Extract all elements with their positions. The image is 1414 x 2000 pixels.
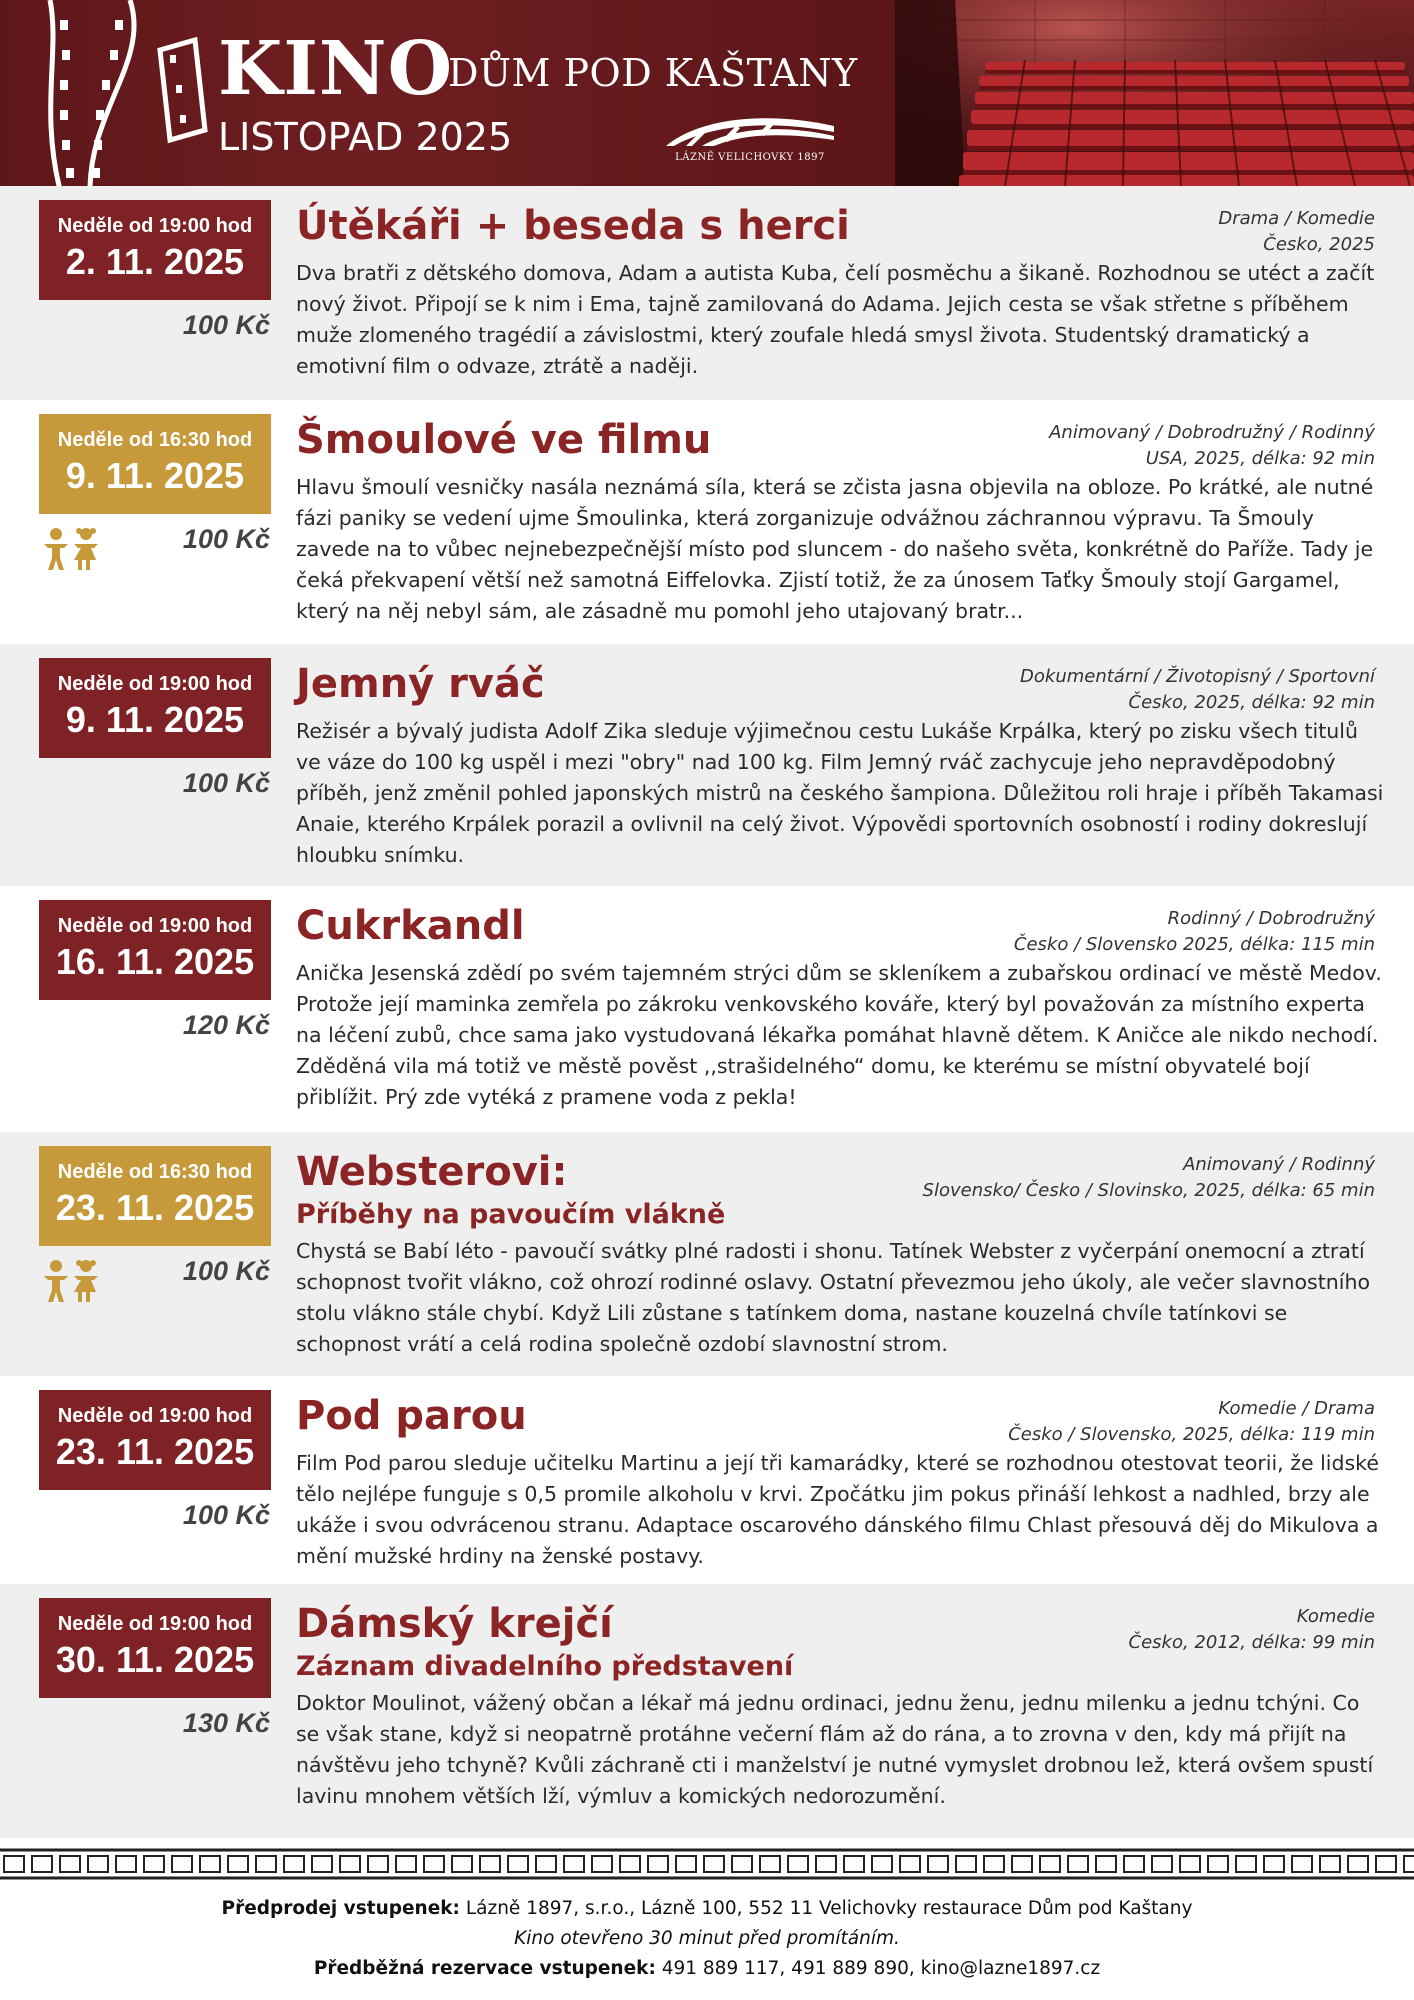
program-entry (0, 1132, 1414, 1376)
showtime: Neděle od 19:00 hod (57, 673, 253, 695)
date-box (39, 1598, 271, 1698)
ticket-price: 100 Kč (182, 1500, 270, 1530)
film-origin: Česko, 2012, délka: 99 min (1128, 1632, 1375, 1654)
film-title: Útěkáři + beseda s herci (296, 203, 850, 249)
date-box (39, 900, 271, 1000)
showtime: Neděle od 19:00 hod (57, 1613, 253, 1635)
presale-line (0, 1894, 1414, 1924)
reservation-line (0, 1954, 1414, 1984)
ticket-price: 100 Kč (182, 310, 270, 340)
film-genre: Drama / Komedie (1218, 208, 1375, 229)
kino-title: KINO (218, 26, 454, 112)
film-subtitle: Příběhy na pavoučím vlákně (296, 1199, 726, 1230)
ticket-price: 100 Kč (182, 1256, 270, 1286)
film-origin: Česko, 2025 (1263, 234, 1375, 256)
film-meta (1020, 664, 1375, 716)
show-date: 9. 11. 2025 (65, 455, 245, 496)
film-strip-divider (0, 1848, 1414, 1880)
film-meta (1049, 420, 1375, 472)
film-genre: Komedie (1296, 1606, 1375, 1627)
date-box (39, 1146, 271, 1246)
reservation-text: 491 889 117, 491 889 890, kino@lazne1897.cz (655, 1958, 1101, 1979)
show-date: 23. 11. 2025 (55, 1187, 255, 1228)
presale-label: Předprodej vstupenek: (221, 1898, 460, 1919)
presale-text: Lázně 1897, s.r.o., Lázně 100, 552 11 Velichovky restaurace Dům pod Kaštany (459, 1898, 1193, 1919)
program-entry (0, 186, 1414, 400)
cinema-hall-photo (895, 0, 1414, 186)
program-entry (0, 886, 1414, 1132)
film-title: Dámský krejčí (296, 1601, 613, 1647)
film-description: Doktor Moulinot, vážený občan a lékař má jednu ordinaci, jednu ženu, jednu milenku a jednu tchýni. Co se však stane, když si neopatrně protáhne večerní flám až do rána, a to zrovna v den, kdy má přijít na návštěvu jeho tchyně? Kvůli záchraně cti i manželství je nutné vymyslet drobnou lež, která ovšem spustí lavinu mnohem větších lží, výmluv a komických nedorozumění. (296, 1691, 1374, 1808)
film-description: Film Pod parou sleduje učitelku Martinu a její tři kamarádky, které se rozhodnou otestovat teorii, že lidské tělo nejlépe funguje s 0,5 promile alkoholu v krvi. Zpočátku jim pokus přináší lehkost a nadhled, brzy ale ukáže i svou odvrácenou stranu. Adaptace oscarového dánského filmu Chlast přesouvá děj do Mikulova a mění mužské hrdiny na ženské postavy. (296, 1451, 1379, 1568)
film-reel-icon (20, 0, 220, 186)
date-box (39, 1390, 271, 1490)
reservation-label: Předběžná rezervace vstupenek: (313, 1958, 656, 1979)
showtime: Neděle od 16:30 hod (57, 429, 253, 451)
opening-note: Kino otevřeno 30 minut před promítáním. (514, 1928, 900, 1949)
film-genre: Animovaný / Dobrodružný / Rodinný (1049, 422, 1375, 443)
film-description: Hlavu šmoulí vesničky nasála neznámá síla, která se zčista jasna objevila na obloze. Po krátké, ale nutné fázi paniky se vedení ujme Šmoulinka, která zorganizuje odvážnou záchrannou výpravu. Ta Šmouly zavede na to vůbec nejnebezpečnější místo pod sluncem - do našeho světa, konkrétně do Paříže. Tady je čeká překvapení větší než samotná Eiffelovka. Zjistí totiž, že za únosem Taťky Šmouly stojí Gargamel, který na něj nebyl sám, ale zásadně mu pomohl jeho utajovaný bratr... (296, 475, 1374, 623)
film-meta (1129, 1604, 1375, 1656)
date-box (39, 658, 271, 758)
date-box (39, 200, 271, 300)
ticket-price: 100 Kč (182, 524, 270, 554)
show-date: 2. 11. 2025 (65, 241, 245, 282)
film-origin: Česko / Slovensko 2025, délka: 115 min (1013, 934, 1375, 956)
kids-icon (38, 526, 106, 572)
showtime: Neděle od 19:00 hod (57, 915, 253, 937)
spa-logo-icon (662, 110, 838, 150)
ticket-price: 120 Kč (182, 1010, 270, 1040)
film-origin: Česko / Slovensko, 2025, délka: 119 min (1008, 1424, 1375, 1446)
show-date: 16. 11. 2025 (55, 941, 255, 982)
film-description: Chystá se Babí léto - pavoučí svátky plné radosti i shonu. Tatínek Webster z vyčerpání onemocní a ztratí schopnost tvořit vlákno, což ohrozí rodinné oslavy. Ostatní převezmou jeho úkoly, ale večer slavnostního stolu vlákno stále chybí. Když Lili zůstane s tatínkem doma, nastane kouzelná chvíle tatínkovi se schopnost vrátí a celá rodina společně ozdobí slavnostní strom. (296, 1239, 1370, 1356)
show-date: 23. 11. 2025 (55, 1431, 255, 1472)
showtime: Neděle od 19:00 hod (57, 215, 253, 237)
film-title: Pod parou (296, 1393, 527, 1439)
ticket-price: 100 Kč (182, 768, 270, 798)
film-origin: USA, 2025, délka: 92 min (1145, 448, 1375, 470)
film-title: Websterovi: (296, 1149, 568, 1195)
film-description: Dva bratři z dětského domova, Adam a autista Kuba, čelí posměchu a šikaně. Rozhodnou se utéct a začít nový život. Připojí se k nim i Ema, tajně zamilovaná do Adama. Jejich cesta se však střetne s příběhem muže zlomeného tragédií a závislostmi, který zoufale hledá smysl života. Studentský dramatický a emotivní film o odvaze, ztrátě a naději. (296, 261, 1375, 378)
program-entry (0, 644, 1414, 886)
page-header (0, 0, 1414, 186)
film-description: Režisér a bývalý judista Adolf Zika sleduje výjimečnou cestu Lukáše Krpálka, který po zisku všech titulů ve váze do 100 kg uspěl i mezi "obry" nad 100 kg. Film Jemný rváč zachycuje jeho nepravděpodobný příběh, jenž změnil pohled japonských mistrů na českého šampiona. Důležitou roli hraje i příběh Takamasi Anaie, kterého Krpálek porazil a ovlivnil na celý život. Výpovědi sportovních osobností i rodiny dokreslují hloubku snímku. (296, 719, 1384, 867)
film-title: Cukrkandl (296, 903, 525, 949)
kids-badge (38, 526, 106, 572)
spa-logo (662, 110, 838, 166)
showtime: Neděle od 16:30 hod (57, 1161, 253, 1183)
show-date: 9. 11. 2025 (65, 699, 245, 740)
program-entry (0, 1376, 1414, 1584)
program-entry (0, 400, 1414, 644)
film-description: Anička Jesenská zdědí po svém tajemném strýci dům se skleníkem a zubařskou ordinací ve městě Medov. Protože její maminka zemřela po zákroku venkovského kováře, který byl považován za místního experta na léčení zubů, chce sama jako vystudovaná lékařka pomáhat hlavně dětem. K Aničce ale nikdo nechodí. Zděděná vila má totiž ve městě pověst ,,strašidelného“ domu, ke kterému se místní obyvatelé bojí přiblížit. Prý zde vytéká z pramene voda z pekla! (296, 961, 1382, 1109)
film-genre: Rodinný / Dobrodružný (1167, 908, 1375, 929)
month-label: LISTOPAD 2025 (218, 115, 513, 159)
showtime: Neděle od 19:00 hod (57, 1405, 253, 1427)
date-box (39, 414, 271, 514)
film-meta (923, 1152, 1375, 1204)
film-genre: Animovaný / Rodinný (1183, 1154, 1375, 1175)
venue-name: DŮM POD KAŠTANY (448, 51, 858, 95)
show-date: 30. 11. 2025 (55, 1639, 255, 1680)
film-title: Šmoulové ve filmu (296, 417, 712, 463)
kids-badge (38, 1258, 106, 1304)
program-entry (0, 1584, 1414, 1838)
film-meta (1014, 906, 1375, 958)
film-origin: Česko, 2025, délka: 92 min (1128, 692, 1375, 714)
film-title: Jemný rváč (296, 661, 545, 707)
kids-icon (38, 1258, 106, 1304)
film-genre: Komedie / Drama (1218, 1398, 1375, 1419)
film-meta (1008, 1396, 1375, 1448)
film-origin: Slovensko/ Česko / Slovinsko, 2025, délka: 65 min (922, 1180, 1375, 1202)
film-meta (1218, 206, 1375, 258)
footer-info (0, 1894, 1414, 1984)
cinema-seats-image (895, 0, 1414, 186)
film-genre: Dokumentární / Životopisný / Sportovní (1020, 666, 1375, 687)
ticket-price: 130 Kč (182, 1708, 270, 1738)
logo-caption: LÁZNĚ VELICHOVKY 1897 (675, 152, 825, 163)
film-subtitle: Záznam divadelního představení (296, 1651, 794, 1682)
